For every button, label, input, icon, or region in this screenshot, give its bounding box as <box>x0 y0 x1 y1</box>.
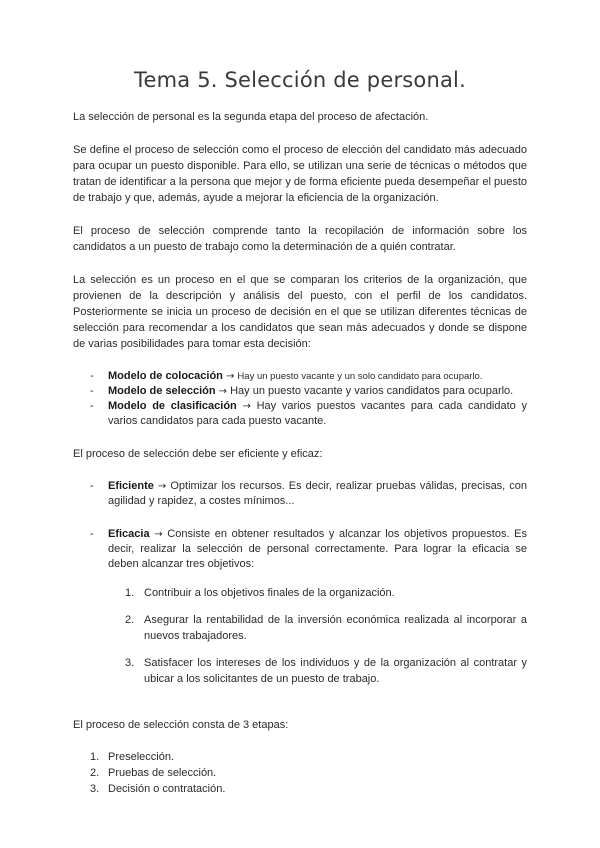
models-list <box>73 369 527 429</box>
list-item <box>73 399 527 429</box>
objective-text: Satisfacer los intereses de los individuos y de la organización al contratar y ubicar a los solicitantes de un puesto de trabajo. <box>144 657 527 685</box>
list-item <box>73 384 527 399</box>
stage-text: Pruebas de selección. <box>108 767 217 779</box>
list-item <box>73 781 527 797</box>
list-number: 1. <box>125 587 135 599</box>
efficiency-term: Eficiente <box>108 480 154 492</box>
paragraph-intro: La selección de personal es la segunda etapa del proceso de afectación. <box>73 111 429 123</box>
list-item <box>73 369 527 384</box>
efficiency-term: Eficacia <box>108 528 150 540</box>
list-item <box>73 585 527 601</box>
paragraph-efficiency-intro: El proceso de selección debe ser eficiente y eficaz: <box>73 448 323 460</box>
objectives-list <box>73 585 527 687</box>
efficiency-text: Optimizar los recursos. Es decir, realizar pruebas válidas, precisas, con agilidad y rapidez, a costes mínimos... <box>108 480 528 507</box>
paragraph-definition: Se define el proceso de selección como el proceso de elección del candidato más adecuado para ocupar un puesto disponible. Para ello, se utilizan una serie de técnicas o métodos que tratan de identificar a la persona que mejor y de forma eficiente pueda desempeñar el puesto de trabajo y que, además, ayude a mejorar la eficiencia de la organización. <box>73 144 527 204</box>
stages-list <box>73 749 527 797</box>
arrow-icon: → <box>154 529 163 540</box>
list-item <box>73 479 527 509</box>
efficiency-text: Consiste en obtener resultados y alcanzar los objetivos propuestos. Es decir, realizar la selección de personal correctamente. Para lograr la eficacia se deben alcanzar tres objetivos: <box>108 528 527 570</box>
model-term: Modelo de selección <box>108 385 216 397</box>
list-number: 1. <box>90 751 100 763</box>
list-item <box>73 527 527 572</box>
arrow-icon: → <box>242 401 251 412</box>
arrow-icon: → <box>157 481 167 492</box>
list-item <box>73 749 527 765</box>
model-term: Modelo de clasificación <box>108 400 237 412</box>
paragraph-process: La selección es un proceso en el que se comparan los criterios de la organización, que provienen de la descripción y análisis del puesto, con el perfil de los candidatos. Posteriormente se inicia un proceso de decisión en el que se utilizan diferentes técnicas de selección para recomendar a los candidatos que sean más adecuados y donde se dispone de varias posibilidades para tomar esta decisión: <box>73 274 527 350</box>
list-item <box>73 612 527 644</box>
list-item <box>73 765 527 781</box>
efficiency-list <box>73 479 527 572</box>
model-text: Hay un puesto vacante y un solo candidato para ocuparlo. <box>237 371 483 382</box>
list-number: 2. <box>125 614 135 626</box>
model-text: Hay varios puestos vacantes para cada candidato y varios candidatos para cada puesto vacante. <box>108 400 527 427</box>
objective-text: Contribuir a los objetivos finales de la organización. <box>144 587 395 599</box>
list-item <box>73 655 527 687</box>
paragraph-scope: El proceso de selección comprende tanto la recopilación de información sobre los candidatos a un puesto de trabajo como la determinación de a quién contratar. <box>73 225 527 253</box>
list-number: 2. <box>90 767 100 779</box>
arrow-icon: → <box>225 371 235 382</box>
objective-text: Asegurar la rentabilidad de la inversión económica realizada al incorporar a nuevos trabajadores. <box>144 614 527 642</box>
paragraph-stages-intro: El proceso de selección consta de 3 etapas: <box>73 719 289 731</box>
stage-text: Decisión o contratación. <box>108 783 226 795</box>
arrow-icon: → <box>218 386 228 397</box>
list-number: 3. <box>125 657 135 669</box>
list-number: 3. <box>90 783 100 795</box>
stage-text: Preselección. <box>108 751 175 763</box>
page-title: Tema 5. Selección de personal. <box>134 68 466 92</box>
model-term: Modelo de colocación <box>108 370 223 382</box>
model-text: Hay un puesto vacante y varios candidatos para ocuparlo. <box>230 385 514 397</box>
